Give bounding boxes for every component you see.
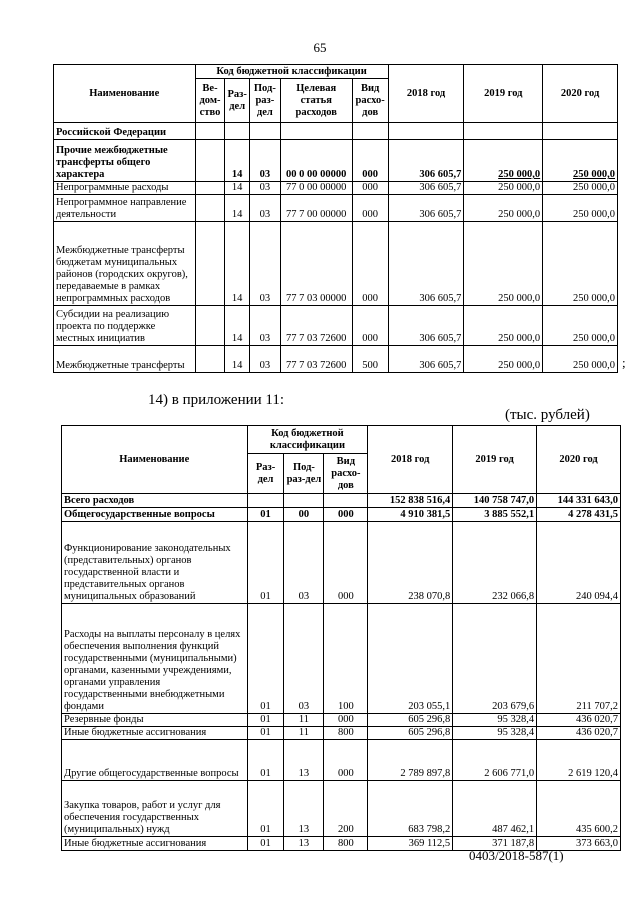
cell-pr: 11 (284, 727, 324, 740)
table2-body (62, 494, 621, 851)
cell-pr: 11 (284, 714, 324, 727)
cell-v2019: 2 606 771,0 (453, 740, 537, 781)
cell-v2018: 605 296,8 (368, 727, 453, 740)
cell-razd: 01 (247, 604, 284, 714)
trailing-semicolon: ; (622, 355, 626, 370)
units-label: (тыс. рублей) (505, 407, 590, 423)
table-row (62, 740, 621, 781)
cell-v2018: 203 055,1 (368, 604, 453, 714)
document-number: 0403/2018-587(1) (469, 848, 564, 863)
cell-cs: 77 7 03 72600 (280, 346, 352, 373)
col-header-2019-2: 2019 год (453, 426, 537, 494)
cell-name: Российской Федерации (54, 123, 196, 140)
cell-v2018 (388, 123, 464, 140)
cell-pr: 03 (249, 306, 280, 346)
cell-v2018: 306 605,7 (388, 182, 464, 195)
cell-v2018: 2 789 897,8 (368, 740, 453, 781)
cell-cs: 77 7 03 72600 (280, 306, 352, 346)
cell-ved (195, 346, 225, 373)
col-header-name: Наименование (54, 65, 196, 123)
cell-vr: 000 (352, 140, 388, 182)
cell-v2019: 371 187,8 (453, 837, 537, 851)
cell-razd: 01 (247, 522, 284, 604)
cell-v2019: 250 000,0 (464, 195, 543, 222)
cell-v2018: 306 605,7 (388, 346, 464, 373)
cell-v2019: 250 000,0 (464, 306, 543, 346)
cell-v2019: 95 328,4 (453, 727, 537, 740)
cell-pr: 03 (249, 195, 280, 222)
cell-pr: 03 (249, 182, 280, 195)
cell-v2020: 250 000,0 (543, 195, 618, 222)
cell-razd: 14 (225, 346, 249, 373)
table-row (54, 140, 618, 182)
cell-name: Иные бюджетные ассигнования (62, 837, 248, 851)
cell-razd: 01 (247, 837, 284, 851)
cell-ved (195, 195, 225, 222)
cell-cs (280, 123, 352, 140)
cell-vr: 800 (324, 837, 368, 851)
cell-razd: 14 (225, 195, 249, 222)
cell-v2019: 95 328,4 (453, 714, 537, 727)
cell-v2020: 240 094,4 (537, 522, 621, 604)
cell-v2020: 250 000,0 (543, 140, 618, 182)
cell-pr: 13 (284, 837, 324, 851)
col-header-2020: 2020 год (543, 65, 618, 123)
cell-v2019: 3 885 552,1 (453, 508, 537, 522)
cell-v2018: 605 296,8 (368, 714, 453, 727)
cell-cs: 77 7 00 00000 (280, 195, 352, 222)
cell-name: Другие общегосударственные вопросы (62, 740, 248, 781)
section-heading: 14) в приложении 11: (148, 392, 285, 408)
cell-v2020: 250 000,0 (543, 182, 618, 195)
cell-cs: 00 0 00 00000 (280, 140, 352, 182)
table-row (62, 604, 621, 714)
cell-vr: 100 (324, 604, 368, 714)
cell-vr: 000 (352, 195, 388, 222)
cell-ved (195, 123, 225, 140)
cell-v2019 (464, 123, 543, 140)
table-row (62, 508, 621, 522)
cell-name: Общегосударственные вопросы (62, 508, 248, 522)
cell-v2018: 152 838 516,4 (368, 494, 453, 508)
appendix-table-1 (53, 64, 618, 373)
cell-vr (324, 494, 368, 508)
col-header-ved: Ве-дом-ство (195, 79, 225, 123)
page-number: 65 (313, 40, 327, 55)
table-row (62, 714, 621, 727)
cell-v2018: 306 605,7 (388, 140, 464, 182)
cell-pr (249, 123, 280, 140)
col-header-name-2: Наименование (62, 426, 248, 494)
cell-v2019: 232 066,8 (453, 522, 537, 604)
table-row (54, 306, 618, 346)
cell-vr: 200 (324, 781, 368, 837)
table-row (54, 222, 618, 306)
cell-cs: 77 0 00 00000 (280, 182, 352, 195)
cell-name: Функционирование законодательных (представительных) органов государственной власти и представительных органов муниципальных образований (62, 522, 248, 604)
cell-razd (225, 123, 249, 140)
table-row (62, 781, 621, 837)
cell-razd: 14 (225, 140, 249, 182)
cell-name: Иные бюджетные ассигнования (62, 727, 248, 740)
cell-name: Непрограммное направление деятельности (54, 195, 196, 222)
cell-pr: 03 (284, 604, 324, 714)
cell-v2019: 250 000,0 (464, 222, 543, 306)
cell-vr: 000 (324, 522, 368, 604)
cell-razd: 01 (247, 508, 284, 522)
cell-v2020: 250 000,0 (543, 346, 618, 373)
cell-v2020: 436 020,7 (537, 727, 621, 740)
cell-razd: 14 (225, 222, 249, 306)
table-row (54, 123, 618, 140)
table1-body (54, 123, 618, 373)
table-row (54, 195, 618, 222)
cell-v2019: 250 000,0 (464, 182, 543, 195)
cell-pr: 00 (284, 508, 324, 522)
col-header-razd: Раз-дел (225, 79, 249, 123)
col-header-vr-2: Вид расхо-дов (324, 454, 368, 494)
col-header-vr: Вид расхо-дов (352, 79, 388, 123)
cell-v2020: 436 020,7 (537, 714, 621, 727)
cell-pr: 03 (249, 140, 280, 182)
col-header-cs: Целевая статья расходов (280, 79, 352, 123)
table-row (62, 727, 621, 740)
cell-ved (195, 182, 225, 195)
cell-razd: 14 (225, 182, 249, 195)
cell-pr: 03 (249, 346, 280, 373)
cell-pr: 13 (284, 740, 324, 781)
cell-name: Прочие межбюджетные трансферты общего характера (54, 140, 196, 182)
col-header-podrazd: Под-раз-дел (249, 79, 280, 123)
col-header-kbk-2: Код бюджетной классификации (247, 426, 368, 454)
cell-razd (247, 494, 284, 508)
cell-pr: 13 (284, 781, 324, 837)
cell-v2020: 2 619 120,4 (537, 740, 621, 781)
cell-razd: 14 (225, 306, 249, 346)
cell-razd: 01 (247, 740, 284, 781)
cell-pr: 03 (284, 522, 324, 604)
cell-name: Межбюджетные трансферты бюджетам муниципальных районов (городских округов), передаваемые в рамках непрограммных расходов (54, 222, 196, 306)
cell-pr: 03 (249, 222, 280, 306)
cell-name: Непрограммные расходы (54, 182, 196, 195)
cell-vr: 500 (352, 346, 388, 373)
cell-v2020: 4 278 431,5 (537, 508, 621, 522)
cell-name: Закупка товаров, работ и услуг для обеспечения государственных (муниципальных) нужд (62, 781, 248, 837)
cell-name: Субсидии на реализацию проекта по поддержке местных инициатив (54, 306, 196, 346)
col-header-2019: 2019 год (464, 65, 543, 123)
cell-v2019: 250 000,0 (464, 346, 543, 373)
cell-v2020: 250 000,0 (543, 306, 618, 346)
cell-razd: 01 (247, 727, 284, 740)
col-header-razd-2: Раз-дел (247, 454, 284, 494)
cell-v2020: 373 663,0 (537, 837, 621, 851)
cell-v2018: 306 605,7 (388, 195, 464, 222)
cell-v2018: 238 070,8 (368, 522, 453, 604)
cell-ved (195, 140, 225, 182)
table-row (62, 522, 621, 604)
col-header-2018-2: 2018 год (368, 426, 453, 494)
cell-v2020: 435 600,2 (537, 781, 621, 837)
cell-vr: 000 (324, 714, 368, 727)
cell-pr (284, 494, 324, 508)
table-row (62, 494, 621, 508)
cell-cs: 77 7 03 00000 (280, 222, 352, 306)
cell-v2018: 4 910 381,5 (368, 508, 453, 522)
appendix-table-2 (61, 425, 621, 851)
cell-v2020: 211 707,2 (537, 604, 621, 714)
col-header-kbk: Код бюджетной классификации (195, 65, 388, 79)
col-header-2018: 2018 год (388, 65, 464, 123)
cell-v2020: 250 000,0 (543, 222, 618, 306)
cell-v2019: 250 000,0 (464, 140, 543, 182)
cell-name: Межбюджетные трансферты (54, 346, 196, 373)
cell-v2019: 140 758 747,0 (453, 494, 537, 508)
cell-vr: 000 (352, 222, 388, 306)
cell-v2019: 203 679,6 (453, 604, 537, 714)
table-row (54, 346, 618, 373)
cell-vr: 000 (352, 306, 388, 346)
cell-vr (352, 123, 388, 140)
cell-name: Всего расходов (62, 494, 248, 508)
table-row (54, 182, 618, 195)
col-header-2020-2: 2020 год (537, 426, 621, 494)
cell-ved (195, 306, 225, 346)
cell-ved (195, 222, 225, 306)
cell-v2020: 144 331 643,0 (537, 494, 621, 508)
cell-v2019: 487 462,1 (453, 781, 537, 837)
cell-razd: 01 (247, 781, 284, 837)
cell-name: Расходы на выплаты персоналу в целях обеспечения выполнения функций государственными (муниципальными) органами, казенными учреждениями, органами управления государственными внебюджетными фондами (62, 604, 248, 714)
col-header-podrazd-2: Под-раз-дел (284, 454, 324, 494)
cell-v2020 (543, 123, 618, 140)
cell-vr: 000 (352, 182, 388, 195)
cell-vr: 000 (324, 740, 368, 781)
cell-v2018: 306 605,7 (388, 306, 464, 346)
cell-v2018: 369 112,5 (368, 837, 453, 851)
cell-vr: 000 (324, 508, 368, 522)
cell-v2018: 683 798,2 (368, 781, 453, 837)
cell-name: Резервные фонды (62, 714, 248, 727)
cell-vr: 800 (324, 727, 368, 740)
cell-v2018: 306 605,7 (388, 222, 464, 306)
cell-razd: 01 (247, 714, 284, 727)
